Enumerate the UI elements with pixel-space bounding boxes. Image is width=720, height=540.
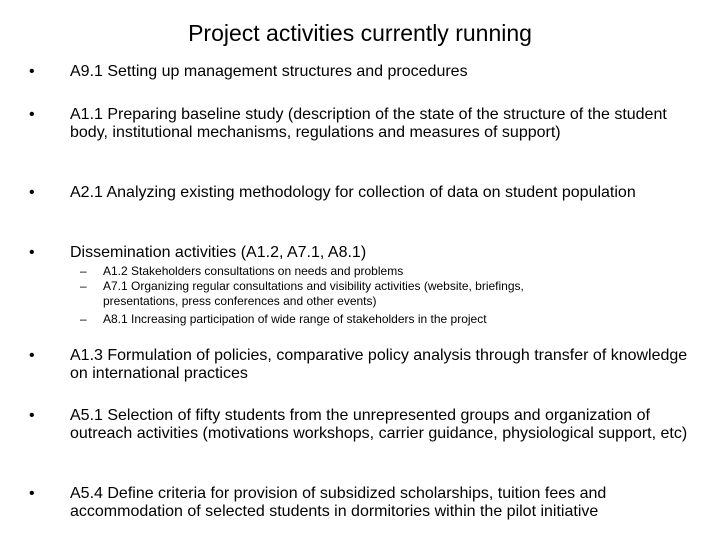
bullet-icon: •	[29, 106, 35, 123]
sub-list-item-text: A8.1 Increasing participation of wide range of stakeholders in the project	[103, 312, 487, 326]
list-item-text: A9.1 Setting up management structures and procedures	[70, 63, 468, 80]
dash-icon: –	[80, 279, 87, 293]
sub-list-item-text: A7.1 Organizing regular consultations and visibility activities (website, briefings, presentations, press conferences and other events)	[103, 279, 524, 308]
list-item-text: A1.3 Formulation of policies, comparative policy analysis through transfer of knowledge on international practices	[70, 347, 688, 382]
bullet-icon: •	[29, 485, 35, 502]
list-item-text: A1.1 Preparing baseline study (description of the state of the structure of the student body, institutional mechanisms, regulations and measures of support)	[70, 106, 667, 141]
list-item-text: A5.1 Selection of fifty students from the unrepresented groups and organization of outreach activities (motivations workshops, carrier guidance, physiological support, etc)	[70, 407, 688, 442]
list-item-text: A5.4 Define criteria for provision of subsidized scholarships, tuition fees and accommodation of selected students in dormitories within the pilot initiative	[70, 485, 607, 520]
list-item-text: A2.1 Analyzing existing methodology for collection of data on student population	[70, 184, 636, 201]
bullet-icon: •	[29, 184, 35, 201]
dash-icon: –	[80, 312, 87, 326]
sub-list-item-text: A1.2 Stakeholders consultations on needs and problems	[103, 264, 404, 278]
list-item-text: Dissemination activities (A1.2, A7.1, A8.1)	[70, 244, 367, 261]
dash-icon: –	[80, 264, 87, 278]
bullet-icon: •	[29, 244, 35, 261]
bullet-icon: •	[29, 63, 35, 80]
bullet-icon: •	[29, 347, 35, 364]
slide-title: Project activities currently running	[188, 20, 532, 46]
bullet-icon: •	[29, 407, 35, 424]
